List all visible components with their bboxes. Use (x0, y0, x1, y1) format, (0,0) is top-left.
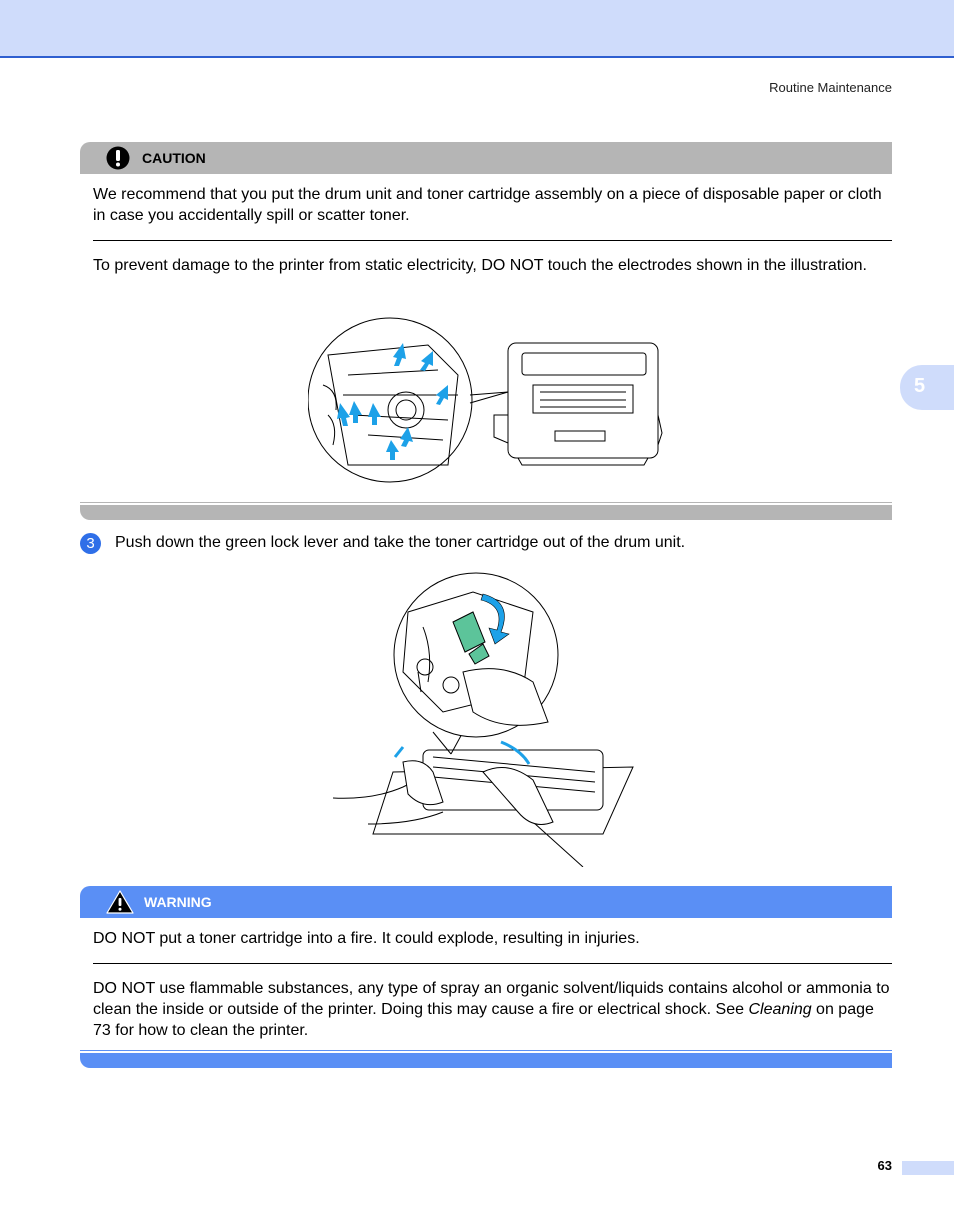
warning-end-bar (80, 1053, 892, 1068)
caution-end-line (80, 502, 892, 503)
warning-label: WARNING (144, 894, 212, 910)
warning-end-line (80, 1050, 892, 1051)
caution-label: CAUTION (142, 150, 206, 166)
warning-text-2 (93, 978, 893, 1041)
chapter-number: 5 (914, 375, 926, 397)
cleaning-link[interactable]: Cleaning (748, 1001, 812, 1018)
step-3 (80, 533, 892, 555)
caution-header (80, 142, 892, 174)
warning-text: DO NOT put a toner cartridge into a fire. It could explode, resulting in injuries. (93, 930, 640, 947)
warning-text-2-part2: on page 73 for how to clean the printer. (93, 1001, 874, 1039)
electrodes-illustration (308, 315, 664, 485)
page-tab (902, 1161, 954, 1175)
warning-divider (93, 963, 892, 964)
running-head: Routine Maintenance (769, 80, 892, 95)
caution-text: We recommend that you put the drum unit and toner cartridge assembly on a piece of disposable paper or cloth in case you accidentally spill or scatter toner. (93, 186, 882, 224)
chapter-tab[interactable] (900, 365, 954, 410)
caution-divider (93, 240, 892, 241)
toner-cartridge-illustration (333, 572, 638, 867)
caution-end-bar (80, 505, 892, 520)
step-number-badge: 3 (80, 533, 101, 554)
step-text: Push down the green lock lever and take the toner cartridge out of the drum unit. (115, 534, 686, 551)
caution-icon (106, 146, 130, 170)
warning-text-2-part1: DO NOT use flammable substances, any type of spray an organic solvent/liquids contains alcohol or ammonia to clean the inside or outside of the printer. Doing this may cause a fire or electrical shock. See (93, 980, 890, 1018)
caution-text-2: To prevent damage to the printer from static electricity, DO NOT touch the electrodes shown in the illustration. (93, 257, 867, 274)
page-number: 63 (877, 1158, 892, 1173)
warning-header (80, 886, 892, 918)
warning-icon (106, 890, 134, 914)
header-band (0, 0, 954, 58)
